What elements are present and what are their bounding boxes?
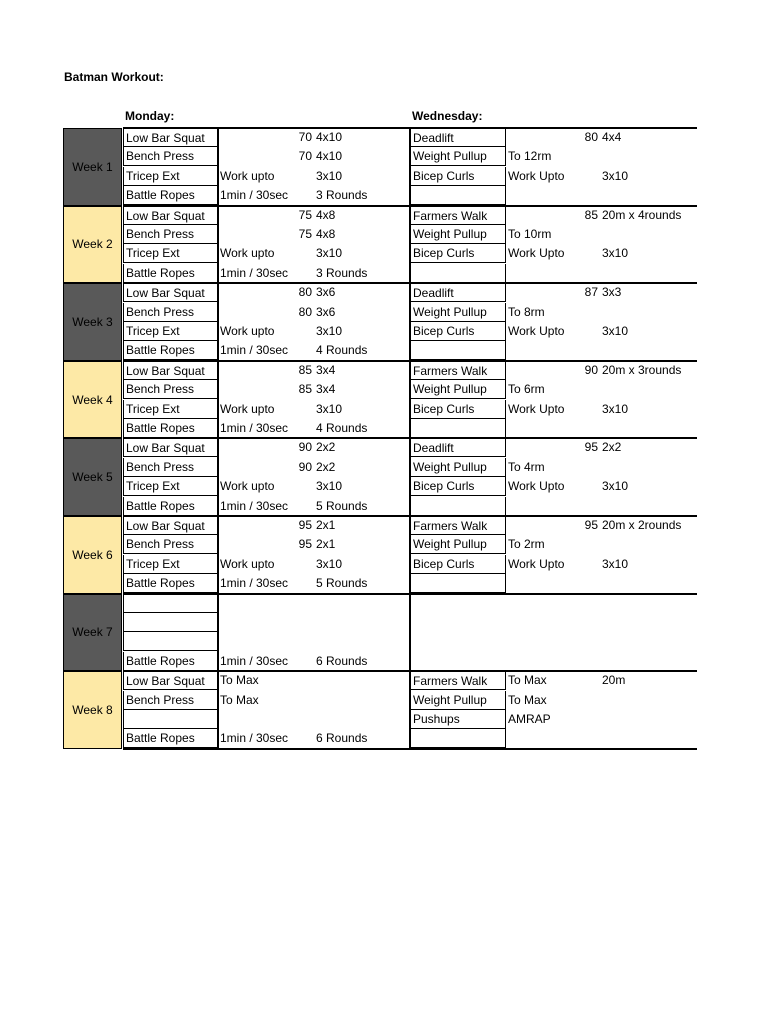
sets-cell: 4x10 (316, 149, 343, 164)
weight-cell: 75 (298, 227, 312, 241)
detail-cell: Work Upto (508, 246, 565, 261)
exercise-cell: Farmers Walk (410, 671, 506, 690)
weight-cell (558, 710, 598, 729)
sets-cell: 3 Rounds (316, 265, 368, 280)
sets-cell: 3x10 (316, 479, 343, 494)
weight-cell: 90 (584, 362, 598, 377)
exercise-cell (410, 729, 506, 748)
exercise-cell (123, 632, 218, 651)
exercise-cell: Bench Press (123, 147, 218, 166)
sets-cell: 3x10 (316, 401, 343, 416)
week-label: Week 2 (63, 206, 122, 284)
weight-cell (558, 322, 598, 341)
weight-cell (272, 594, 312, 613)
exercise-cell: Battle Ropes (123, 729, 218, 748)
sets-cell: 5 Rounds (316, 498, 368, 513)
exercise-cell (410, 574, 506, 593)
exercise-cell: Bench Press (123, 535, 218, 554)
detail-cell: To Max (220, 673, 259, 688)
exercise-cell: Tricep Ext (123, 244, 218, 263)
sets-cell: 3x6 (316, 285, 336, 300)
detail-cell: To 2rm (508, 537, 545, 552)
sets-cell: 3x10 (602, 479, 629, 494)
sets-cell: 6 Rounds (316, 731, 368, 746)
exercise-cell: Low Bar Squat (123, 438, 218, 457)
weight-cell (558, 497, 598, 516)
exercise-cell (123, 710, 218, 729)
week-label: Week 7 (63, 594, 122, 672)
exercise-cell (410, 186, 506, 205)
sets-cell: 3x10 (602, 556, 629, 571)
detail-cell: Work Upto (508, 324, 565, 338)
exercise-cell: Pushups (410, 710, 506, 729)
detail-cell: Work Upto (508, 168, 565, 183)
weight-cell (272, 497, 312, 516)
sets-cell: 6 Rounds (316, 653, 368, 668)
detail-cell: To 4rm (508, 459, 545, 474)
week-label: Week 8 (63, 671, 122, 749)
detail-cell: To 6rm (508, 382, 545, 397)
weight-cell: 90 (298, 440, 312, 455)
exercise-cell: Bicep Curls (410, 400, 506, 419)
weight-cell (272, 322, 312, 341)
exercise-cell (410, 419, 506, 438)
exercise-cell: Bench Press (123, 458, 218, 477)
weight-cell (272, 264, 312, 283)
exercise-cell: Battle Ropes (123, 341, 218, 360)
detail-cell: 1min / 30sec (220, 188, 289, 203)
exercise-cell: Bench Press (123, 303, 218, 322)
detail-cell: To 10rm (508, 227, 552, 241)
sets-cell: 4x10 (316, 130, 343, 144)
sets-cell: 3x3 (602, 285, 622, 300)
sets-cell: 4x8 (316, 207, 336, 222)
weight-cell (272, 632, 312, 651)
weight-cell (272, 652, 312, 671)
exercise-cell (410, 341, 506, 360)
detail-cell: Work upto (220, 168, 275, 183)
exercise-cell: Battle Ropes (123, 264, 218, 283)
detail-cell: Work upto (220, 556, 275, 571)
exercise-cell: Bicep Curls (410, 477, 506, 496)
detail-cell: AMRAP (508, 712, 551, 726)
exercise-cell: Weight Pullup (410, 147, 506, 166)
weight-cell (558, 419, 598, 438)
exercise-cell: Battle Ropes (123, 186, 218, 205)
weight-cell (272, 555, 312, 574)
detail-cell: To 12rm (508, 149, 552, 164)
weight-cell: 80 (298, 304, 312, 319)
weight-cell (558, 458, 598, 477)
weight-cell (558, 574, 598, 593)
weight-cell (272, 477, 312, 496)
detail-cell: Work upto (220, 401, 275, 416)
weight-cell (558, 186, 598, 205)
sets-cell: 3 Rounds (316, 188, 368, 203)
sets-cell: 3x10 (316, 324, 343, 338)
exercise-cell: Bicep Curls (410, 322, 506, 341)
weight-cell (272, 729, 312, 748)
detail-cell: 1min / 30sec (220, 343, 289, 358)
weight-cell (272, 691, 312, 710)
weight-cell (272, 710, 312, 729)
exercise-cell: Bicep Curls (410, 167, 506, 186)
exercise-cell: Farmers Walk (410, 361, 506, 380)
exercise-cell: Low Bar Squat (123, 128, 218, 147)
weight-cell (558, 477, 598, 496)
exercise-cell: Weight Pullup (410, 380, 506, 399)
detail-cell: Work Upto (508, 479, 565, 494)
week-label: Week 6 (63, 516, 122, 594)
weight-cell (558, 303, 598, 322)
sets-cell: 3x10 (602, 246, 629, 261)
sets-cell: 2x1 (316, 537, 336, 552)
sets-cell: 4 Rounds (316, 421, 368, 435)
detail-cell: Work Upto (508, 401, 565, 416)
weight-cell (558, 167, 598, 186)
exercise-cell: Deadlift (410, 438, 506, 457)
weight-cell (558, 671, 598, 690)
sets-cell: 3x4 (316, 382, 336, 397)
sets-cell: 2x2 (316, 459, 336, 474)
weight-cell (558, 147, 598, 166)
wednesday-header: Wednesday: (412, 109, 483, 123)
exercise-cell: Weight Pullup (410, 225, 506, 244)
exercise-cell: Battle Ropes (123, 497, 218, 516)
sets-cell: 3x4 (316, 362, 336, 377)
weight-cell (558, 400, 598, 419)
exercise-cell: Tricep Ext (123, 167, 218, 186)
detail-cell: Work Upto (508, 556, 565, 571)
exercise-cell: Bench Press (123, 225, 218, 244)
exercise-cell: Low Bar Squat (123, 516, 218, 535)
weight-cell: 80 (298, 285, 312, 300)
detail-cell: Work upto (220, 479, 275, 494)
weight-cell (272, 400, 312, 419)
weight-cell (272, 574, 312, 593)
sets-cell: 2x2 (602, 440, 622, 455)
detail-cell: Work upto (220, 246, 275, 261)
weight-cell: 95 (298, 537, 312, 552)
exercise-cell: Tricep Ext (123, 400, 218, 419)
week-label: Week 4 (63, 361, 122, 439)
weight-cell (558, 244, 598, 263)
sets-cell: 3x10 (316, 168, 343, 183)
weight-cell (558, 264, 598, 283)
week-label: Week 3 (63, 283, 122, 361)
detail-cell: 1min / 30sec (220, 731, 289, 746)
exercise-cell: Bicep Curls (410, 555, 506, 574)
sets-cell: 3x10 (602, 168, 629, 183)
sets-cell: 20m x 3rounds (602, 362, 682, 377)
weight-cell: 70 (298, 130, 312, 144)
exercise-cell: Battle Ropes (123, 652, 218, 671)
sets-cell: 5 Rounds (316, 576, 368, 591)
exercise-cell: Farmers Walk (410, 516, 506, 535)
detail-cell: 1min / 30sec (220, 421, 289, 435)
detail-cell: 1min / 30sec (220, 653, 289, 668)
exercise-cell (123, 613, 218, 632)
weight-cell (272, 167, 312, 186)
exercise-cell: Low Bar Squat (123, 671, 218, 690)
exercise-cell: Farmers Walk (410, 206, 506, 225)
exercise-cell (123, 594, 218, 613)
weight-cell: 95 (584, 518, 598, 532)
sets-cell: 20m x 2rounds (602, 518, 682, 532)
weight-cell (558, 691, 598, 710)
week-label: Week 1 (63, 128, 122, 206)
sets-cell: 2x1 (316, 518, 336, 532)
exercise-cell: Battle Ropes (123, 419, 218, 438)
weight-cell (272, 341, 312, 360)
exercise-cell: Weight Pullup (410, 691, 506, 710)
exercise-cell: Bicep Curls (410, 244, 506, 263)
exercise-cell: Bench Press (123, 691, 218, 710)
detail-cell: To 8rm (508, 304, 545, 319)
sets-cell: 4x8 (316, 227, 336, 241)
sets-cell: 4x4 (602, 130, 622, 144)
weight-cell (272, 613, 312, 632)
detail-cell: To Max (508, 692, 547, 707)
weight-cell: 75 (298, 207, 312, 222)
page-title: Batman Workout: (64, 70, 164, 84)
exercise-cell: Low Bar Squat (123, 206, 218, 225)
week-label: Week 5 (63, 438, 122, 516)
sets-cell: 3x6 (316, 304, 336, 319)
weight-cell: 90 (298, 459, 312, 474)
detail-cell: To Max (508, 673, 547, 688)
sets-cell: 3x10 (316, 246, 343, 261)
sets-cell: 3x10 (602, 324, 629, 338)
exercise-cell: Weight Pullup (410, 458, 506, 477)
exercise-cell: Deadlift (410, 283, 506, 302)
detail-cell: 1min / 30sec (220, 265, 289, 280)
monday-header: Monday: (125, 109, 175, 123)
weight-cell (558, 729, 598, 748)
exercise-cell (410, 497, 506, 516)
weight-cell (558, 225, 598, 244)
exercise-cell: Low Bar Squat (123, 361, 218, 380)
column-divider (409, 128, 411, 749)
weight-cell (272, 244, 312, 263)
weight-cell: 95 (298, 518, 312, 532)
weight-cell (272, 671, 312, 690)
weight-cell (558, 380, 598, 399)
exercise-cell: Battle Ropes (123, 574, 218, 593)
sets-cell: 4 Rounds (316, 343, 368, 358)
sets-cell: 20m x 4rounds (602, 207, 682, 222)
exercise-cell: Low Bar Squat (123, 283, 218, 302)
exercise-cell: Deadlift (410, 128, 506, 147)
detail-cell: To Max (220, 692, 259, 707)
exercise-cell: Tricep Ext (123, 322, 218, 341)
weight-cell (558, 555, 598, 574)
exercise-cell (410, 264, 506, 283)
weight-cell: 85 (584, 207, 598, 222)
sets-cell: 3x10 (602, 401, 629, 416)
weight-cell: 95 (584, 440, 598, 455)
exercise-cell: Tricep Ext (123, 477, 218, 496)
weight-cell (558, 341, 598, 360)
exercise-cell: Bench Press (123, 380, 218, 399)
exercise-cell: Tricep Ext (123, 555, 218, 574)
sets-cell: 2x2 (316, 440, 336, 455)
weight-cell: 87 (584, 285, 598, 300)
weight-cell: 70 (298, 149, 312, 164)
exercise-cell: Weight Pullup (410, 535, 506, 554)
detail-cell: 1min / 30sec (220, 576, 289, 591)
weight-cell (272, 186, 312, 205)
sets-cell: 3x10 (316, 556, 343, 571)
weight-cell: 85 (298, 362, 312, 377)
detail-cell: 1min / 30sec (220, 498, 289, 513)
weight-cell (272, 419, 312, 438)
exercise-cell: Weight Pullup (410, 303, 506, 322)
weight-cell: 80 (584, 130, 598, 144)
detail-cell: Work upto (220, 324, 275, 338)
weight-cell: 85 (298, 382, 312, 397)
sets-cell: 20m (602, 673, 626, 688)
weight-cell (558, 535, 598, 554)
column-divider (217, 128, 219, 749)
